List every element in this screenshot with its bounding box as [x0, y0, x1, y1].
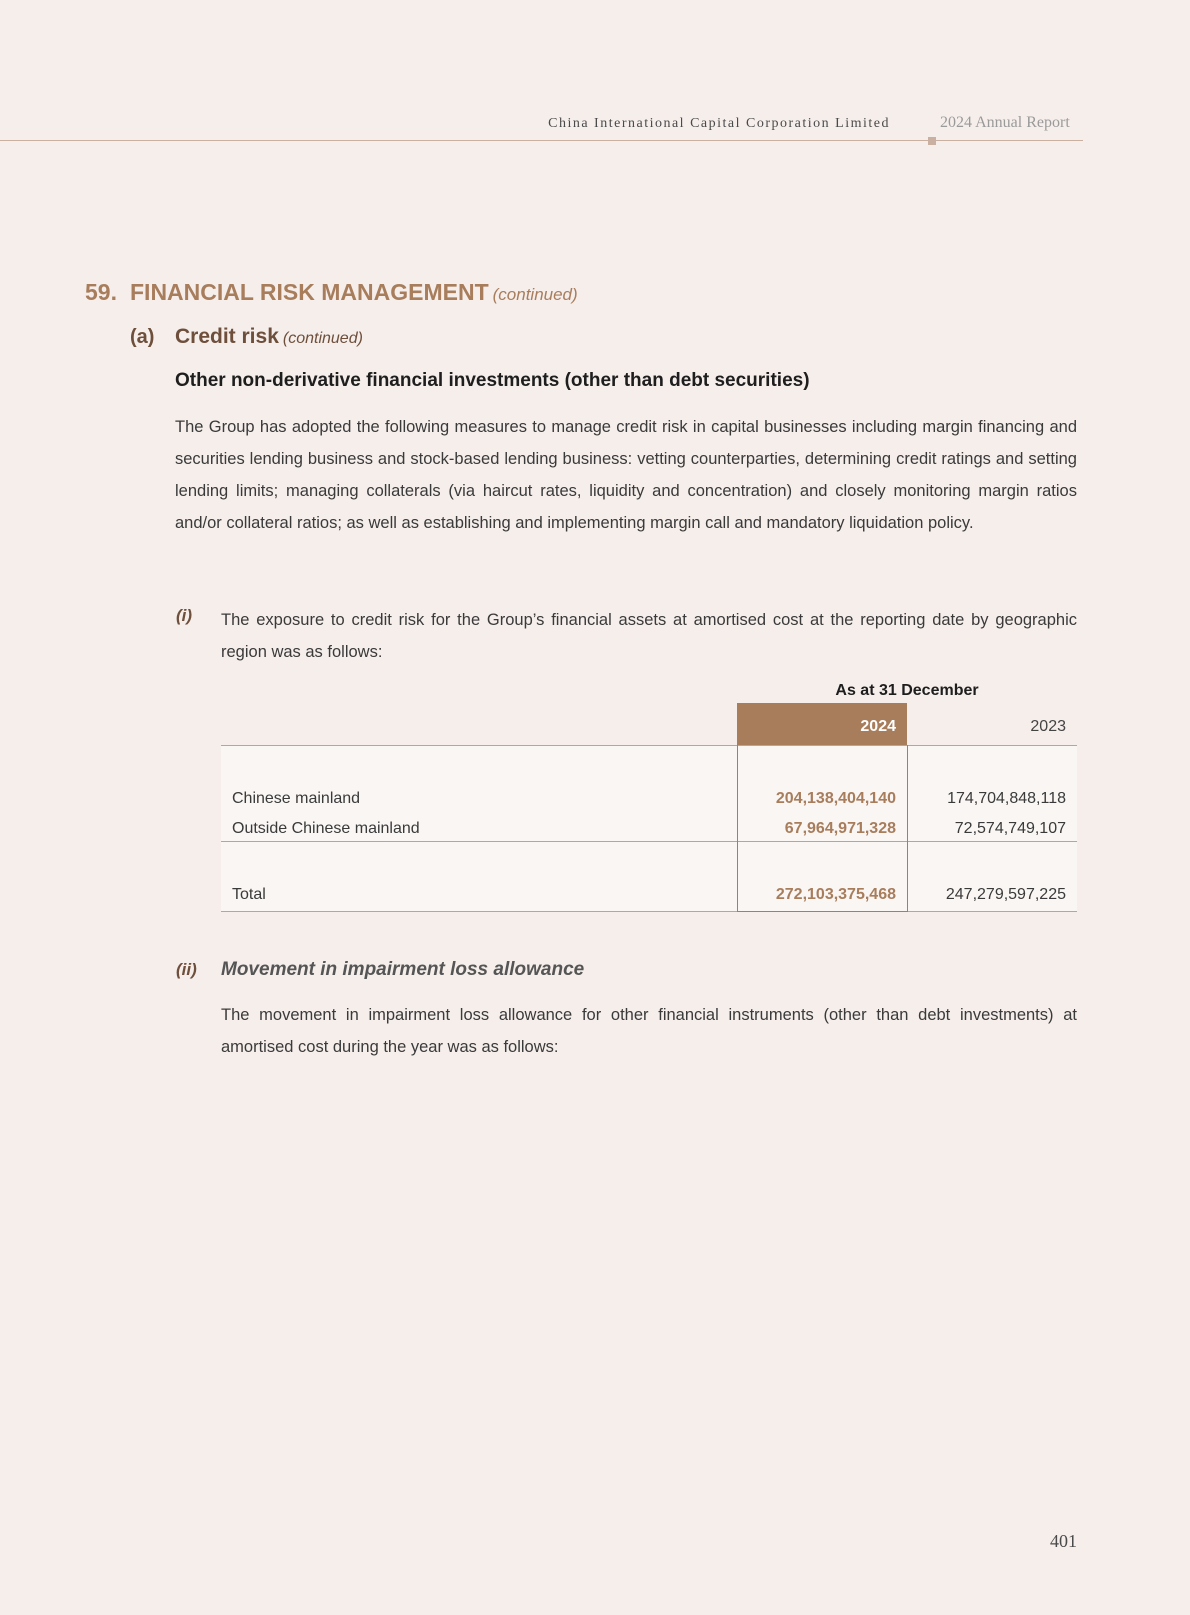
- subsection-title: [175, 325, 363, 349]
- section-continued: (continued): [492, 285, 578, 304]
- table-header-prior-year: 2023: [1030, 718, 1066, 735]
- header-company-name: China International Capital Corporation Limited: [548, 116, 890, 131]
- table-total-rule: [221, 911, 1077, 912]
- item-ii-text: The movement in impairment loss allowance for other financial instruments (other than debt investments) at amortised cost during the year was as follows:: [221, 1006, 1077, 1056]
- table-header-current-year-label: 2024: [860, 718, 896, 735]
- investments-heading: Other non-derivative financial investments (other than debt securities): [175, 370, 810, 391]
- table-header-current-year: [737, 703, 907, 745]
- header-report-title: 2024 Annual Report: [940, 114, 1070, 131]
- table-group-header: As at 31 December: [835, 682, 979, 699]
- section-title-text: FINANCIAL RISK MANAGEMENT: [130, 279, 489, 305]
- credit-measures-paragraph: The Group has adopted the following measures to manage credit risk in capital businesses including margin financing and securities lending business and stock-based lending business: vetting counterparties, determining credit ratings and setting lending limits; managing collaterals (via haircut rates, liquidity and concentration) and closely monitoring margin ratios and/or collateral ratios; as well as establishing and implementing margin call and mandatory liquidation policy.: [175, 418, 1077, 532]
- item-ii-label: (ii): [176, 960, 197, 979]
- table-row-label: Chinese mainland: [232, 790, 361, 807]
- item-ii-title: Movement in impairment loss allowance: [221, 959, 585, 980]
- section-number: 59.: [85, 279, 117, 305]
- table-row-prior: 72,574,749,107: [954, 820, 1066, 837]
- header-rule: [0, 140, 1083, 141]
- page-number: 401: [1050, 1531, 1077, 1551]
- header-marker: [928, 137, 936, 145]
- subsection-number: (a): [130, 326, 155, 348]
- item-i-text: The exposure to credit risk for the Group’s financial assets at amortised cost at the reporting date by geographic region was as follows:: [221, 611, 1077, 661]
- table-total-prior: 247,279,597,225: [945, 886, 1066, 903]
- subsection-continued: (continued): [282, 330, 363, 347]
- item-i-label: (i): [176, 606, 193, 625]
- section-title: [130, 279, 578, 306]
- table-row-prior: 174,704,848,118: [947, 790, 1066, 807]
- table-total-current: 272,103,375,468: [775, 886, 896, 903]
- table-row-current: 67,964,971,328: [784, 820, 896, 837]
- table-row-current: 204,138,404,140: [775, 790, 896, 807]
- table-row-label: Outside Chinese mainland: [232, 820, 420, 837]
- subsection-title-text: Credit risk: [175, 325, 279, 348]
- table-total-label: Total: [232, 886, 266, 903]
